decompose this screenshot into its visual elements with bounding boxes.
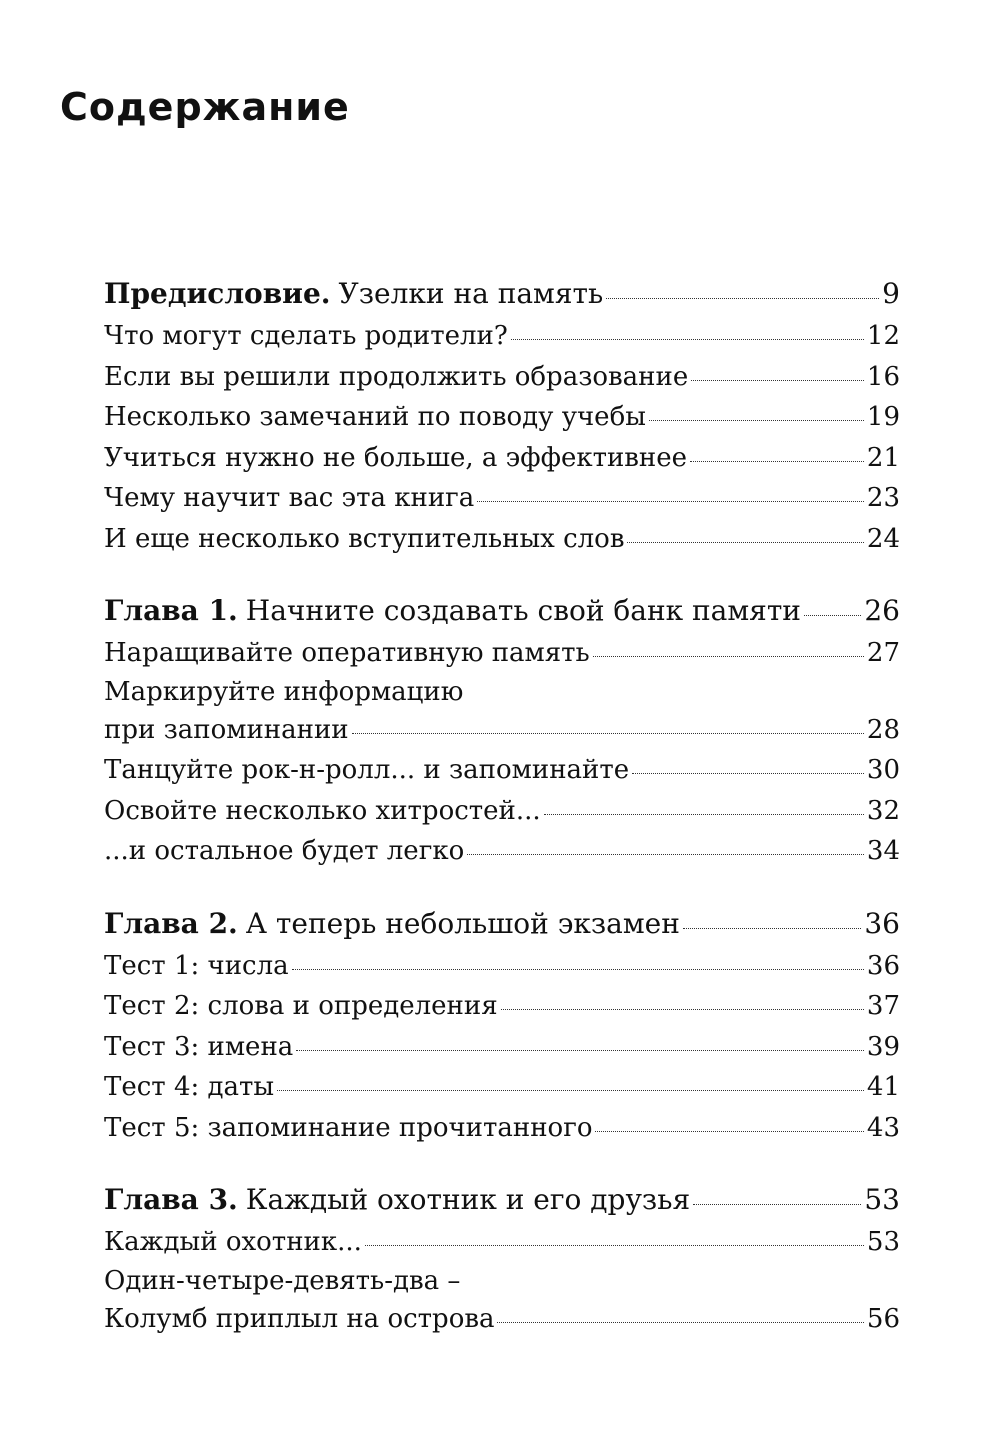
item-label: Тест 1: числа	[104, 950, 289, 981]
toc-item[interactable]	[104, 791, 900, 832]
toc-item[interactable]	[104, 831, 900, 872]
toc-item[interactable]	[104, 438, 900, 479]
dot-leader	[606, 298, 879, 299]
dot-leader	[649, 420, 864, 421]
page-number: 28	[866, 714, 900, 745]
page-number: 23	[866, 483, 900, 513]
dot-leader	[544, 814, 864, 815]
page-number: 12	[866, 321, 900, 351]
dot-leader	[632, 773, 864, 774]
page-number: 53	[864, 1183, 900, 1216]
heading-label: А теперь небольшой экзамен	[245, 906, 680, 940]
dot-leader	[693, 1204, 861, 1205]
toc-item[interactable]	[104, 1222, 900, 1263]
dot-leader	[593, 656, 864, 657]
toc-item-multiline[interactable]	[104, 1263, 900, 1340]
item-label: И еще несколько вступительных слов	[104, 523, 625, 554]
toc-heading[interactable]	[104, 1178, 900, 1222]
dot-leader	[690, 461, 864, 462]
heading-label: Узелки на память	[338, 277, 604, 310]
toc-section-chapter-2	[104, 902, 900, 1149]
item-label: Танцуйте рок-н-ролл... и запоминайте	[104, 755, 630, 785]
toc-item[interactable]	[104, 316, 900, 357]
toc-item[interactable]	[104, 633, 900, 674]
table-of-contents	[104, 272, 900, 1369]
heading-prefix: Глава 1.	[104, 594, 238, 627]
dot-leader	[691, 380, 864, 381]
item-label-line2: при запоминании	[104, 714, 349, 745]
toc-item[interactable]	[104, 1108, 900, 1149]
dot-leader	[627, 542, 863, 543]
dot-leader	[296, 1050, 864, 1051]
page-number: 21	[866, 442, 900, 473]
toc-item[interactable]	[104, 397, 900, 438]
page-number: 30	[866, 755, 900, 785]
toc-item[interactable]	[104, 1067, 900, 1108]
toc-item-last-line	[104, 710, 900, 751]
item-label-line1: Один-четыре-девять-два –	[104, 1265, 461, 1296]
heading-prefix: Предисловие.	[104, 277, 331, 310]
dot-leader	[292, 969, 864, 970]
page-number: 39	[866, 1031, 900, 1062]
page-number: 19	[866, 402, 900, 432]
dot-leader	[365, 1245, 864, 1246]
toc-item[interactable]	[104, 357, 900, 398]
item-label: Если вы решили продолжить образование	[104, 361, 689, 392]
dot-leader	[804, 615, 861, 616]
toc-item[interactable]	[104, 478, 900, 519]
toc-heading[interactable]	[104, 272, 900, 316]
toc-item[interactable]	[104, 1027, 900, 1068]
heading-label: Начните создавать свой банк памяти	[245, 594, 801, 627]
page-title: Содержание	[60, 85, 350, 129]
item-label-line2: Колумб приплыл на острова	[104, 1303, 495, 1334]
item-label: Тест 2: слова и определения	[104, 991, 498, 1021]
toc-item[interactable]	[104, 946, 900, 987]
page-number: 43	[866, 1112, 900, 1143]
page-number: 37	[866, 991, 900, 1021]
toc-heading[interactable]	[104, 589, 900, 633]
page-number: 26	[864, 594, 900, 627]
page-number: 36	[866, 950, 900, 981]
dot-leader	[595, 1131, 863, 1132]
item-label: Тест 5: запоминание прочитанного	[104, 1112, 593, 1143]
item-label: ...и остальное будет легко	[104, 836, 465, 866]
page-number: 56	[866, 1303, 900, 1334]
item-label: Учиться нужно не больше, а эффективнее	[104, 442, 688, 473]
item-label: Несколько замечаний по поводу учебы	[104, 402, 646, 432]
page-number: 16	[866, 361, 900, 392]
dot-leader	[511, 339, 864, 340]
toc-item[interactable]	[104, 986, 900, 1027]
item-label: Что могут сделать родители?	[104, 321, 508, 351]
heading-label: Каждый охотник и его друзья	[245, 1183, 691, 1216]
toc-item[interactable]	[104, 519, 900, 560]
page-number: 41	[866, 1072, 900, 1102]
dot-leader	[683, 928, 862, 929]
toc-section-preface	[104, 272, 900, 559]
toc-section-chapter-3	[104, 1178, 900, 1339]
page-number: 24	[866, 523, 900, 554]
dot-leader	[352, 733, 864, 734]
item-label: Чему научит вас эта книга	[104, 483, 475, 513]
item-label: Тест 4: даты	[104, 1072, 275, 1102]
item-label: Каждый охотник...	[104, 1227, 362, 1257]
page-number: 53	[866, 1227, 900, 1257]
page-number: 34	[866, 836, 900, 866]
item-label: Тест 3: имена	[104, 1031, 294, 1062]
item-label: Освойте несколько хитростей...	[104, 795, 541, 826]
page-number: 32	[866, 795, 900, 826]
item-label-line1: Маркируйте информацию	[104, 676, 464, 707]
item-label: Наращивайте оперативную память	[104, 638, 590, 668]
page-number: 9	[882, 277, 900, 310]
dot-leader	[477, 501, 864, 502]
toc-item[interactable]	[104, 750, 900, 791]
toc-item-multiline[interactable]	[104, 674, 900, 751]
toc-section-chapter-1	[104, 589, 900, 872]
toc-heading[interactable]	[104, 902, 900, 946]
heading-prefix: Глава 3.	[104, 1183, 238, 1216]
dot-leader	[497, 1322, 863, 1323]
toc-item-last-line	[104, 1299, 900, 1340]
heading-prefix: Глава 2.	[104, 906, 238, 940]
page-number: 27	[866, 638, 900, 668]
dot-leader	[277, 1090, 864, 1091]
dot-leader	[467, 854, 864, 855]
page-number: 36	[864, 906, 900, 940]
dot-leader	[501, 1009, 864, 1010]
